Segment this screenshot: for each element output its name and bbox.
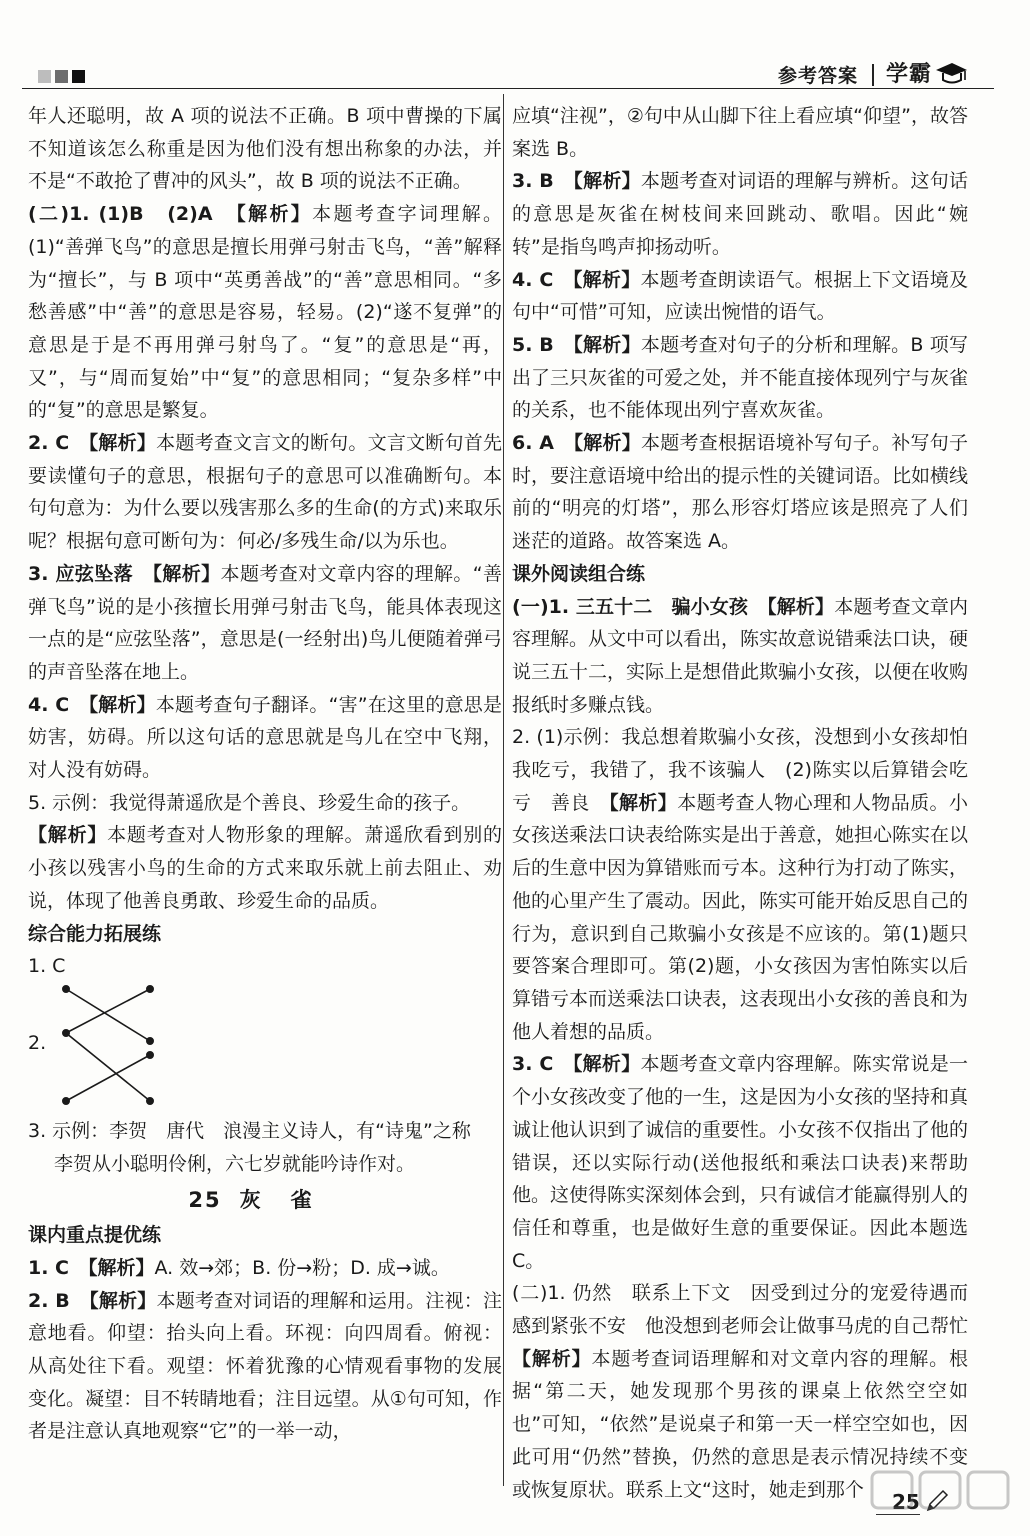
matching-lines [50, 983, 170, 1115]
answer-text: 本题考查对文章内容的理解。“善弹飞鸟”说的是小孩擅长用弹弓射击飞鸟，能具体表现这一点的是“应弦坠落”，意思是(一经射出)鸟儿便随着弹弓的声音坠落在地上。 [28, 562, 502, 683]
answer-head: 3. B 【解析】 [512, 170, 641, 193]
answer-paragraph: 年人还聪明，故 A 项的说法不正确。B 项中曹操的下属不知道该怎么称重是因为他们没有想出称象的办法，并不是“不敢抢了曹冲的风头”，故 B 项的说法不正确。 [28, 105, 502, 193]
answer-head: 4. C 【解析】 [28, 693, 156, 716]
answer-head: 3. C 【解析】 [512, 1053, 641, 1076]
answer-paragraph: 应填“注视”，②句中从山脚下往上看应填“仰望”，故答案选 B。 [512, 105, 968, 160]
graduation-cap-icon [934, 60, 968, 88]
square-light [38, 70, 51, 83]
answer-paragraph [28, 558, 502, 689]
answer-text: 本题考查句子翻译。“害”在这里的意思是妨害，妨碍。所以这句话的意思就是鸟儿在空中飞翔，对人没有妨碍。 [28, 693, 502, 782]
watermark-logo [866, 1468, 1016, 1532]
header-right [778, 57, 968, 88]
answer-paragraph [28, 1252, 502, 1285]
answer-paragraph: 5. 示例：我觉得萧遥欣是个善良、珍爱生命的孩子。 [28, 791, 471, 814]
answer-paragraph: 李贺从小聪明伶俐，六七岁就能吟诗作对。 [54, 1152, 416, 1175]
answer-paragraph [512, 591, 968, 722]
answer-paragraph [512, 1048, 968, 1277]
answer-head: 【解析】 [28, 824, 108, 847]
left-column [28, 100, 502, 1448]
header-separator [872, 64, 874, 86]
answer-text: 本题考查对词语的理解与辨析。这句话的意思是灰雀在树枝间来回跳动、歌唱。因此“婉转”是指鸟鸣声抑扬动听。 [512, 170, 968, 258]
header-squares [38, 70, 85, 83]
answer-paragraph [512, 165, 968, 263]
answer-head: (一)1. 三五十二 骗小女孩 【解析】 [512, 595, 835, 618]
answer-head: 2. C 【解析】 [28, 432, 157, 455]
chapter-title [28, 1184, 502, 1217]
answer-head: 【解析】 [609, 791, 678, 814]
section-heading: 课外阅读组合练 [512, 562, 646, 585]
answer-text: A. 效→郊；B. 份→粉；D. 成→诚。 [154, 1256, 450, 1279]
answer-paragraph [512, 427, 968, 558]
answer-head: 4. C 【解析】 [512, 268, 641, 291]
answer-head: 3. 应弦坠落 【解析】 [28, 562, 221, 585]
answer-paragraph [28, 198, 502, 427]
answer-paragraph: 1. C [28, 955, 66, 978]
answer-text: 2. (1)示例：我总想着欺骗小女孩，没想到小女孩却怕我吃亏，我错了，我不该骗人 (2)陈实以后算错会吃亏 善良 [512, 726, 968, 814]
answer-paragraph: 3. 示例：李贺 唐代 浪漫主义诗人，有“诗鬼”之称 [28, 1119, 471, 1142]
answer-text: 本题考查对词语的理解和运用。注视：注意地看。仰望：抬头向上看。环视：向四周看。俯视：从高处往下看。观望：怀着犹豫的心情观看事物的发展变化。凝望：目不转睛地看；注目远望。从①句可知，作者是注意认真地观察“它”的一举一动， [28, 1289, 502, 1443]
answer-text: 本题考查朗读语气。根据上下文语境及句中“可惜”可知，应读出惋惜的语气。 [512, 268, 968, 324]
answer-text: 本题考查文言文的断句。文言文断句首先要读懂句子的意思，根据句子的意思可以准确断句。本句句意为：为什么要以残害那么多的生命(的方式)来取乐呢？根据句意可断句为：何必/多残生命/以为乐也。 [28, 432, 502, 553]
answer-head: (二)1. (1)B (2)A 【解析】 [28, 203, 313, 226]
answer-text: 本题考查字词理解。(1)“善弹飞鸟”的意思是擅长用弹弓射击飞鸟，“善”解释为“擅长”，与 B 项中“英勇善战”的“善”意思相同。“多愁善感”中“善”的意思是容易，轻易。(2)“遂不复弹”的意思是于是不再用弹弓射鸟了。“复”的意思是“再，又”，与“周而复始”中“复”的意思相同；“复杂多样”中的“复”的意思是繁复。 [28, 203, 502, 422]
square-mid [55, 70, 68, 83]
answer-head: 【解析】 [512, 1347, 592, 1370]
page-header [0, 0, 1030, 96]
square-dark [72, 70, 85, 83]
column-divider [503, 94, 504, 1486]
answer-text: 本题考查对句子的分析和理解。B 项写出了三只灰雀的可爱之处，并不能直接体现列宁与灰雀的关系，也不能体现出列宁喜欢灰雀。 [512, 333, 969, 422]
answer-head: 5. B 【解析】 [512, 333, 641, 356]
answer-paragraph [28, 1285, 502, 1449]
answer-text: 本题考查文章内容理解。陈实常说是一个小女孩改变了他的一生，这是因为小女孩的坚持和真诚让他认识到了诚信的重要性。小女孩不仅指出了他的错误，还以实际行动(送他报纸和乘法口诀表)来帮助他。这使得陈实深刻体会到，只有诚信才能赢得别人的信任和尊重，也是做好生意的重要保证。因此本题选 C。 [512, 1053, 969, 1272]
answer-paragraph [28, 819, 502, 917]
header-rule [22, 88, 994, 89]
answer-paragraph [28, 427, 502, 558]
answer-head: 6. A 【解析】 [512, 432, 641, 455]
answer-text: 本题考查人物心理和人物品质。小女孩送乘法口诀表给陈实是出于善意，她担心陈实在以后的生意中因为算错账而亏本。这种行为打动了陈实，他的心里产生了震动。因此，陈实可能开始反思自己的行为，意识到自己欺骗小女孩是不应该的。第(1)题只要答案合理即可。第(2)题，小女孩因为害怕陈实以后算错亏本而送乘法口诀表，这表现出小女孩的善良和为他人着想的品质。 [512, 791, 969, 1043]
chapter-number: 25 [188, 1188, 222, 1213]
answer-text: 本题考查根据语境补写句子。补写句子时，要注意语境中给出的提示性的关键词语。比如横线前的“明亮的灯塔”，那么形容灯塔应该是照亮了人们迷茫的道路。故答案选 A。 [512, 432, 969, 553]
section-heading: 综合能力拓展练 [28, 922, 162, 945]
answer-paragraph [28, 689, 502, 787]
answer-paragraph [512, 721, 968, 1048]
brand-name: 学霸 [885, 62, 932, 87]
answer-text: (二)1. 仍然 联系上下文 因受到过分的宠爱待遇而感到紧张不安 他没想到老师会让做事马虎的自己帮忙 [512, 1282, 988, 1338]
right-column [512, 100, 988, 1506]
answer-head: 2. B 【解析】 [28, 1289, 157, 1312]
answer-text: 本题考查文章内容理解。从文中可以看出，陈实故意说错乘法口诀，硬说三五十二，实际上是想借此欺骗小女孩，以便在收购报纸时多赚点钱。 [512, 595, 969, 716]
matching-diagram [28, 983, 502, 1115]
page-number: 25 [892, 1490, 920, 1514]
matching-label: 2. [28, 1031, 47, 1054]
section-heading: 课内重点提优练 [28, 1224, 162, 1247]
answer-paragraph [512, 264, 968, 329]
chapter-name: 灰雀 [239, 1188, 342, 1213]
answer-text: 本题考查词语理解和对文章内容的理解。根据“第二天，她发现那个男孩的课桌上依然空空如也”可知，“依然”是说桌子和第一天一样空空如也，因此可用“仍然”替换，仍然的意思是表示情况持续不变或恢复原状。联系上文“这时，她走到那个 [512, 1347, 968, 1501]
header-label: 参考答案 [777, 65, 858, 87]
answer-paragraph [512, 329, 968, 427]
answer-text: 本题考查对人物形象的理解。萧遥欣看到别的小孩以残害小鸟的生命的方式来取乐就上前去阻止、劝说，体现了他善良勇敢、珍爱生命的品质。 [28, 824, 502, 912]
answer-head: 1. C 【解析】 [28, 1256, 155, 1279]
